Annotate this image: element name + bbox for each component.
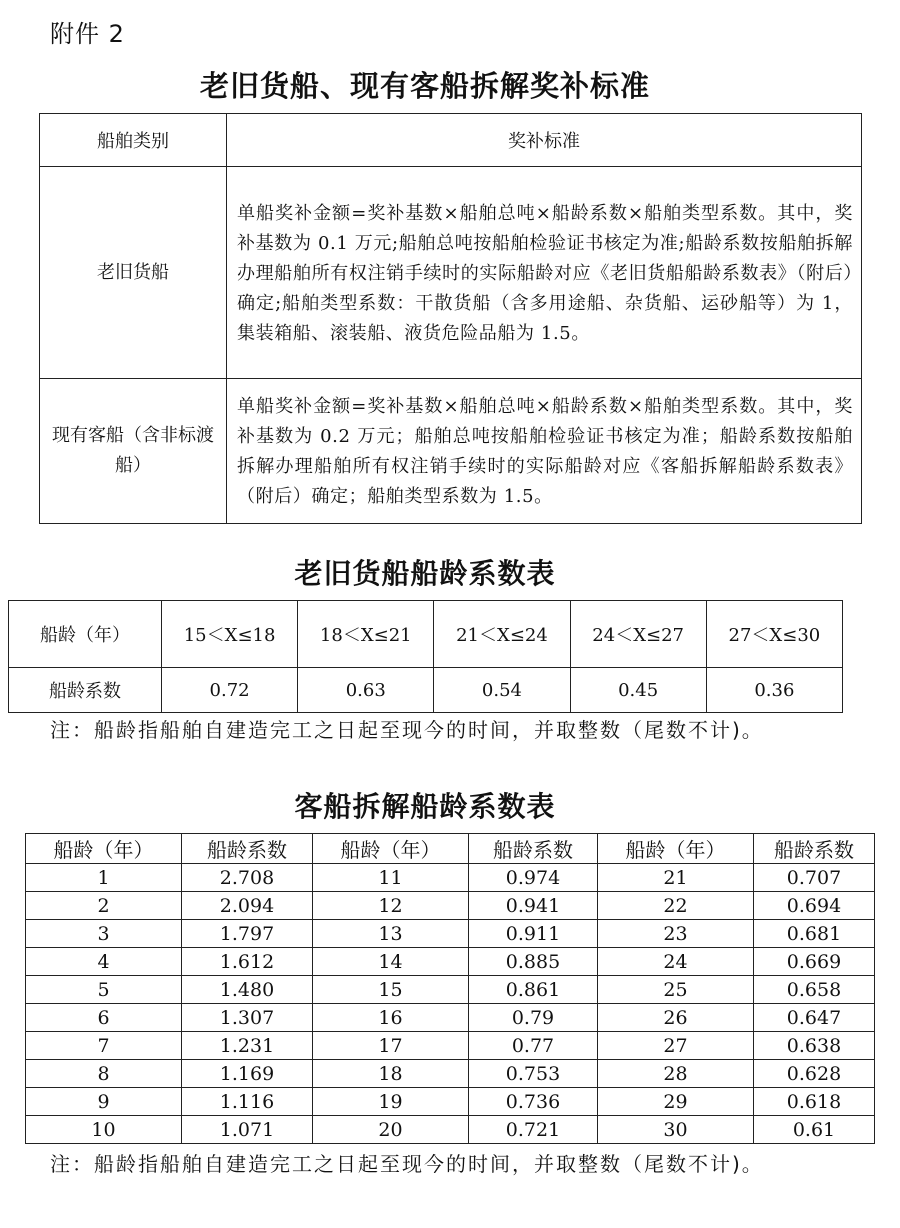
table-row <box>26 1060 875 1088</box>
table-header-row <box>40 114 862 167</box>
cargo-table-title: 老旧货船船龄系数表 <box>294 557 556 590</box>
standard-cell: 单船奖补金额=奖补基数×船舶总吨×船龄系数×船舶类型系数。其中，奖补基数为 0.1 万元;船舶总吨按船舶检验证书核定为准;船龄系数按船舶拆解办理船舶所有权注销手续时的实际船龄对应《老旧货船船龄系数表》（附后）确定;船舶类型系数：干散货船（含多用途船、杂货船、运砂船等）为 1，集装箱船、滚装船、液货危险品船为 1.5。 <box>227 167 862 379</box>
row-label: 船龄（年） <box>9 601 162 668</box>
table-row <box>26 1032 875 1060</box>
header-age: 船龄（年） <box>26 834 182 864</box>
age-cell: 15 <box>313 976 469 1004</box>
age-cell: 17 <box>313 1032 469 1060</box>
coefficient-cell: 0.941 <box>469 892 598 920</box>
coefficient-cell: 0.974 <box>469 864 598 892</box>
header-age: 船龄（年） <box>598 834 754 864</box>
age-cell: 30 <box>598 1116 754 1144</box>
age-range-cell: 24＜X≤27 <box>570 601 706 668</box>
coefficient-cell: 0.647 <box>754 1004 875 1032</box>
row-label: 船龄系数 <box>9 668 162 713</box>
coefficient-cell: 1.231 <box>182 1032 313 1060</box>
age-cell: 5 <box>26 976 182 1004</box>
age-cell: 19 <box>313 1088 469 1116</box>
age-cell: 29 <box>598 1088 754 1116</box>
coefficient-cell: 0.628 <box>754 1060 875 1088</box>
age-cell: 12 <box>313 892 469 920</box>
coefficient-cell: 0.681 <box>754 920 875 948</box>
coefficient-cell: 0.36 <box>706 668 842 713</box>
age-cell: 21 <box>598 864 754 892</box>
table-row <box>26 1088 875 1116</box>
main-title: 老旧货船、现有客船拆解奖补标准 <box>199 69 650 103</box>
header-coefficient: 船龄系数 <box>469 834 598 864</box>
table-header-row <box>26 834 875 864</box>
age-range-cell: 27＜X≤30 <box>706 601 842 668</box>
age-cell: 11 <box>313 864 469 892</box>
age-cell: 8 <box>26 1060 182 1088</box>
age-cell: 2 <box>26 892 182 920</box>
age-range-row <box>9 601 843 668</box>
coefficient-cell: 0.72 <box>162 668 298 713</box>
age-cell: 20 <box>313 1116 469 1144</box>
header-coefficient: 船龄系数 <box>182 834 313 864</box>
coefficient-cell: 2.708 <box>182 864 313 892</box>
age-cell: 22 <box>598 892 754 920</box>
coefficient-cell: 1.797 <box>182 920 313 948</box>
table-row <box>26 864 875 892</box>
header-age: 船龄（年） <box>313 834 469 864</box>
age-cell: 4 <box>26 948 182 976</box>
passenger-table-body <box>26 864 875 1144</box>
coefficient-cell: 1.169 <box>182 1060 313 1088</box>
cargo-age-table <box>8 600 843 713</box>
standards-table <box>39 113 862 524</box>
age-range-cell: 21＜X≤24 <box>434 601 570 668</box>
coefficient-cell: 0.63 <box>298 668 434 713</box>
coefficient-cell: 2.094 <box>182 892 313 920</box>
table-row <box>26 892 875 920</box>
coefficient-cell: 0.618 <box>754 1088 875 1116</box>
age-cell: 26 <box>598 1004 754 1032</box>
age-range-cell: 15＜X≤18 <box>162 601 298 668</box>
coefficient-cell: 1.307 <box>182 1004 313 1032</box>
passenger-table-note: 注：船龄指船舶自建造完工之日起至现今的时间，并取整数（尾数不计)。 <box>50 1152 764 1176</box>
cargo-table-note: 注：船龄指船舶自建造完工之日起至现今的时间，并取整数（尾数不计)。 <box>50 718 764 742</box>
age-cell: 23 <box>598 920 754 948</box>
age-cell: 9 <box>26 1088 182 1116</box>
age-cell: 18 <box>313 1060 469 1088</box>
table-row <box>26 1004 875 1032</box>
age-cell: 25 <box>598 976 754 1004</box>
table-row <box>26 920 875 948</box>
coefficient-cell: 0.79 <box>469 1004 598 1032</box>
age-cell: 27 <box>598 1032 754 1060</box>
table-row <box>26 976 875 1004</box>
coefficient-cell: 0.721 <box>469 1116 598 1144</box>
header-coefficient: 船龄系数 <box>754 834 875 864</box>
coefficient-cell: 0.638 <box>754 1032 875 1060</box>
passenger-age-table <box>25 833 875 1144</box>
coefficient-cell: 0.736 <box>469 1088 598 1116</box>
age-cell: 28 <box>598 1060 754 1088</box>
age-cell: 3 <box>26 920 182 948</box>
table-row <box>26 948 875 976</box>
table-row <box>26 1116 875 1144</box>
coefficient-cell: 1.071 <box>182 1116 313 1144</box>
age-cell: 24 <box>598 948 754 976</box>
coefficient-cell: 1.612 <box>182 948 313 976</box>
table-row <box>40 379 862 524</box>
coefficient-cell: 0.54 <box>434 668 570 713</box>
category-cell: 现有客船（含非标渡船） <box>40 379 227 524</box>
coefficient-cell: 0.707 <box>754 864 875 892</box>
coefficient-cell: 0.45 <box>570 668 706 713</box>
category-cell: 老旧货船 <box>40 167 227 379</box>
header-subsidy-standard: 奖补标准 <box>227 114 862 167</box>
standard-cell: 单船奖补金额=奖补基数×船舶总吨×船龄系数×船舶类型系数。其中，奖补基数为 0.2 万元；船舶总吨按船舶检验证书核定为准；船龄系数按船舶拆解办理船舶所有权注销手续时的实际船龄对应《客船拆解船龄系数表》（附后）确定；船舶类型系数为 1.5。 <box>227 379 862 524</box>
coefficient-cell: 0.61 <box>754 1116 875 1144</box>
attachment-label: 附件 2 <box>50 20 125 48</box>
passenger-table-title: 客船拆解船龄系数表 <box>294 790 556 823</box>
coefficient-cell: 1.480 <box>182 976 313 1004</box>
coefficient-cell: 0.77 <box>469 1032 598 1060</box>
age-cell: 10 <box>26 1116 182 1144</box>
age-cell: 16 <box>313 1004 469 1032</box>
coefficient-row <box>9 668 843 713</box>
age-cell: 13 <box>313 920 469 948</box>
age-cell: 7 <box>26 1032 182 1060</box>
age-cell: 1 <box>26 864 182 892</box>
coefficient-cell: 0.658 <box>754 976 875 1004</box>
age-cell: 14 <box>313 948 469 976</box>
coefficient-cell: 0.694 <box>754 892 875 920</box>
coefficient-cell: 0.669 <box>754 948 875 976</box>
header-ship-category: 船舶类别 <box>40 114 227 167</box>
coefficient-cell: 0.861 <box>469 976 598 1004</box>
coefficient-cell: 0.753 <box>469 1060 598 1088</box>
age-cell: 6 <box>26 1004 182 1032</box>
coefficient-cell: 0.911 <box>469 920 598 948</box>
coefficient-cell: 1.116 <box>182 1088 313 1116</box>
table-row <box>40 167 862 379</box>
coefficient-cell: 0.885 <box>469 948 598 976</box>
age-range-cell: 18＜X≤21 <box>298 601 434 668</box>
